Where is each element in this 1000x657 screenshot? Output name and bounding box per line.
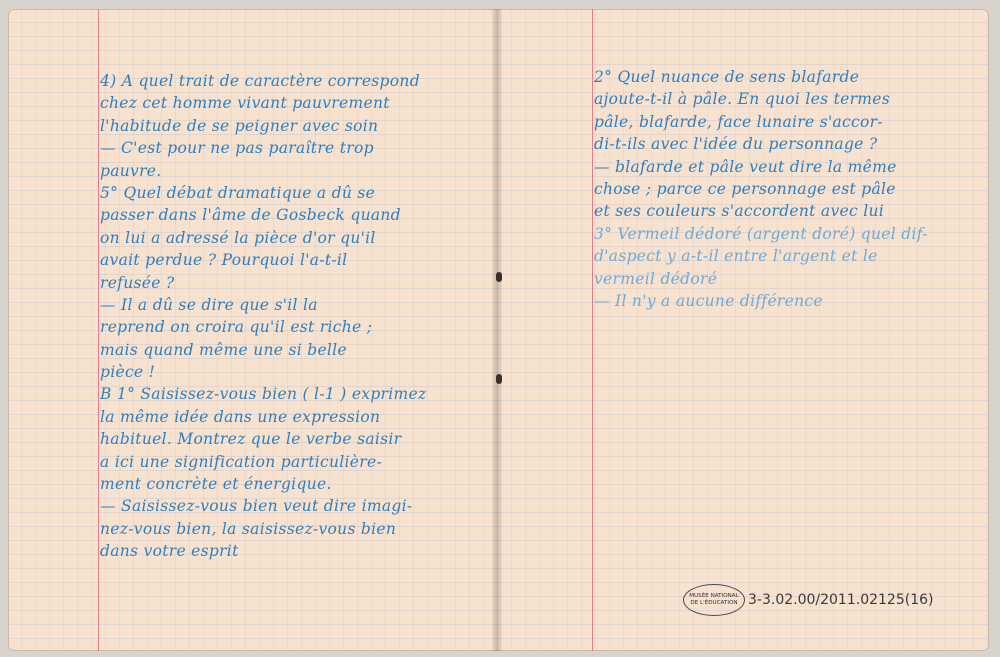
handwritten-line: avait perdue ? Pourquoi l'a-t-il [100,251,348,270]
handwritten-line: nez-vous bien, la saisissez-vous bien [100,519,397,538]
handwritten-line: on lui a adressé la pièce d'or qu'il [100,228,376,247]
handwritten-line: — Il a dû se dire que s'il la [100,295,318,314]
handwritten-line: la même idée dans une expression [100,407,381,426]
handwritten-line: — C'est pour ne pas paraître trop [100,139,374,158]
right-margin-line [592,9,593,651]
handwritten-line: 3° Vermeil dédoré (argent doré) quel dif- [594,224,928,243]
handwritten-line: B 1° Saisissez-vous bien ( l-1 ) exprimez [100,385,427,404]
handwritten-line: dans votre esprit [100,542,239,561]
handwritten-line: refusée ? [100,273,175,292]
binding-hole-top [496,272,502,282]
handwritten-line: — blafarde et pâle veut dire la même [594,157,897,176]
handwritten-line: passer dans l'âme de Gosbeck quand [100,206,401,225]
right-page-text [594,66,928,312]
handwritten-line: 5° Quel débat dramatique a dû se [100,183,376,202]
handwritten-line: ment concrète et énergique. [100,475,332,494]
handwritten-line: — Saisissez-vous bien veut dire imagi- [100,497,413,516]
handwritten-line: habituel. Montrez que le verbe saisir [100,430,402,449]
handwritten-line: a ici une signification particulière- [100,452,383,471]
handwritten-line: pâle, blafarde, face lunaire s'accor- [594,112,883,131]
museum-stamp [683,584,745,616]
left-page-text [100,70,426,563]
handwritten-line: chez cet homme vivant pauvrement [100,94,390,113]
inventory-number: 3-3.02.00/2011.02125(16) [748,592,934,608]
left-margin-line [98,9,99,651]
handwritten-line: pauvre. [100,161,162,180]
handwritten-line: mais quand même une si belle [100,340,347,359]
binding-hole-bottom [496,374,502,384]
handwritten-line: reprend on croira qu'il est riche ; [100,318,373,337]
handwritten-line: l'habitude de se peigner avec soin [100,116,379,135]
handwritten-line: ajoute-t-il à pâle. En quoi les termes [594,90,891,109]
handwritten-line: pièce ! [100,363,156,382]
handwritten-line: — Il n'y a aucune différence [594,291,823,310]
stamp-line-2: DE L'ÉDUCATION [690,600,738,606]
handwritten-line: 2° Quel nuance de sens blafarde [594,68,860,86]
handwritten-line: vermeil dédoré [594,269,718,288]
handwritten-line: 4) A quel trait de caractère correspond [100,72,420,90]
handwritten-line: d'aspect y a-t-il entre l'argent et le [594,247,878,266]
stamp-line-1: MUSÉE NATIONAL [689,593,739,599]
center-fold [492,9,502,651]
handwritten-line: chose ; parce ce personnage est pâle [594,179,896,198]
handwritten-line: et ses couleurs s'accordent avec lui [594,202,885,221]
handwritten-line: di-t-ils avec l'idée du personnage ? [594,135,878,154]
